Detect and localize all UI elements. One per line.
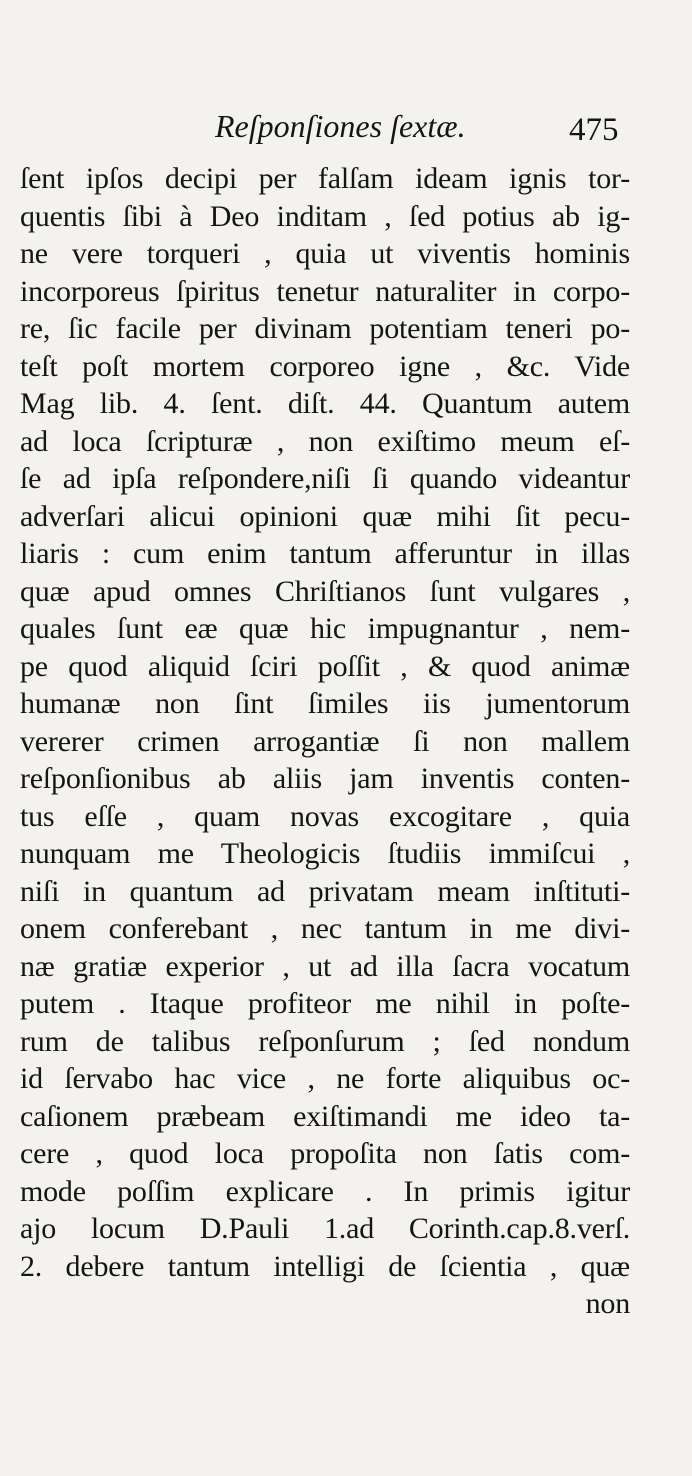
text-line: nunquam me Theologicis ſtudiis immiſcui , (20, 837, 630, 870)
text-line: ſe ad ipſa reſpondere,niſi ſi quando videantur (20, 462, 630, 495)
text-line: teſt poſt mortem corporeo igne , &c. Vide (20, 349, 630, 383)
text-line: onem conferebant , nec tantum in me divi- (20, 912, 630, 945)
text-line: id ſervabo hac vice , ne forte aliquibus oc- (20, 1062, 630, 1095)
text-line: cere , quod loca propoſita non ſatis com- (20, 1137, 630, 1170)
text-line: reſponſionibus ab aliis jam inventis conten- (20, 762, 630, 795)
text-line: mode poſſim explicare . In primis igitur (20, 1174, 630, 1208)
text-line: humanæ non ſint ſimiles iis jumentorum (20, 687, 630, 720)
text-line: rum de talibus reſponſurum ; ſed nondum (20, 1024, 630, 1058)
text-line: putem . Itaque profiteor me nihil in poſte- (20, 987, 630, 1020)
running-title: Reſponſiones ſextæ. (215, 108, 466, 144)
text-line: pe quod aliquid ſciri poſſit , & quod animæ (20, 649, 630, 683)
page-number: 475 (569, 112, 619, 148)
catchword: non (585, 1287, 630, 1320)
text-line: incorporeus ſpiritus tenetur naturaliter in corpo- (20, 274, 630, 308)
text-line: caſionem præbeam exiſtimandi me ideo ta- (20, 1099, 630, 1133)
text-line: ajo locum D.Pauli 1.ad Corinth.cap.8.verſ. (20, 1212, 630, 1245)
text-line: niſi in quantum ad privatam meam inſtituti- (20, 874, 630, 908)
text-line: vererer crimen arrogantiæ ſi non mallem (20, 724, 630, 758)
text-line: Mag lib. 4. ſent. diſt. 44. Quantum autem (20, 387, 630, 420)
text-line: ad loca ſcripturæ , non exiſtimo meum eſ- (20, 424, 630, 458)
text-line: næ gratiæ experior , ut ad illa ſacra vocatum (20, 949, 630, 983)
text-line: liaris : cum enim tantum afferuntur in illas (20, 537, 630, 570)
text-line: ſent ipſos decipi per falſam ideam ignis tor- (20, 162, 630, 195)
text-line: tus eſſe , quam novas excogitare , quia (20, 799, 630, 833)
text-line: quentis ſibi à Deo inditam , ſed potius ab ig- (20, 199, 630, 233)
text-line: re, ſic facile per divinam potentiam teneri po- (20, 312, 630, 345)
text-line: 2. debere tantum intelligi de ſcientia , quæ (20, 1249, 630, 1283)
page-header (0, 108, 692, 156)
text-line: adverſari alicui opinioni quæ mihi ſit pecu- (20, 499, 630, 533)
text-line: quæ apud omnes Chriſtianos ſunt vulgares , (20, 574, 630, 608)
body-text (20, 160, 630, 1323)
text-line: ne vere torqueri , quia ut viventis hominis (20, 237, 630, 270)
text-line: quales ſunt eæ quæ hic impugnantur , nem- (20, 612, 630, 645)
